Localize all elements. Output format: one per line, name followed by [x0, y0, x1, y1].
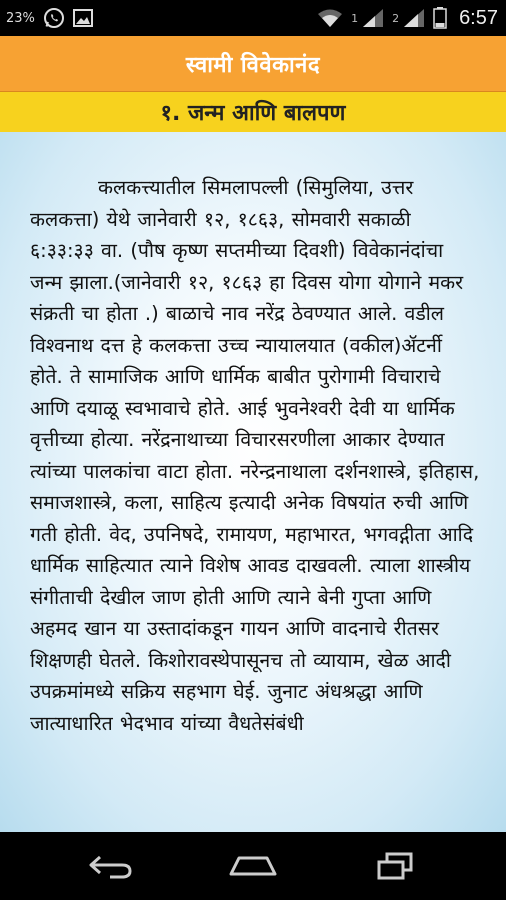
whatsapp-icon	[43, 7, 65, 29]
sim2-label: 2	[392, 11, 400, 25]
home-icon	[227, 854, 279, 878]
app-title: स्वामी विवेकानंद	[185, 52, 321, 78]
home-button[interactable]	[223, 846, 283, 886]
content-scroll-area[interactable]	[0, 132, 506, 832]
recent-apps-icon	[375, 852, 415, 880]
signal-icon	[362, 8, 384, 28]
status-bar	[0, 0, 506, 36]
chapter-paragraph: कलकत्त्यातील सिमलापल्ली (सिमुलिया, उत्तर कलकत्ता) येथे जानेवारी १२, १८६३, सोमवारी सकाळी ६:३३:३३ वा. (पौष कृष्ण सप्तमीच्या दिवशी) विवेकानंदांचा जन्म झाला.(जानेवारी १२, १८६३ हा दिवस योगा योगाने मकर संक्रती चा होता .) बाळाचे नाव नरेंद्र ठेवण्यात आले. वडील विश्वनाथ दत्त हे कलकत्ता उच्च न्यायालयात (वकील)ॲटर्नी होते. ते सामाजिक आणि धार्मिक बाबीत पुरोगामी विचाराचे आणि दयाळू स्वभावाचे होते. आई भुवनेश्वरी देवी या धार्मिक वृत्तीच्या होत्या. नरेंद्रनाथाच्या विचारसरणीला आकार देण्यात त्यांच्या पालकांचा वाटा होता. नरेन्द्रनाथाला दर्शनशास्त्रे, इतिहास, समाजशास्त्रे, कला, साहित्य इत्यादी अनेक विषयांत रुची आणि गती होती. वेद, उपनिषदे, रामायण, महाभारत, भगवद्गीता आदि धार्मिक साहित्यात त्याने विशेष आवड दाखवली. त्याला शास्त्रीय संगीताची देखील जाण होती आणि त्याने बेनी गुप्ता आणि अहमद खान या उस्तादांकडून गायन आणि वादनाचे रीतसर शिक्षणही घेतले. किशोरावस्थेपासूनच तो व्यायाम, खेळ आदी उपक्रमांमध्ये सक्रिय सहभाग घेई. जुनाट अंधश्रद्धा आणि जात्याधारित भेदभाव यांच्या वैधतेसंबंधी	[30, 176, 480, 735]
back-button[interactable]	[81, 846, 141, 886]
battery-icon	[433, 7, 447, 29]
wifi-icon	[317, 8, 343, 28]
status-left	[6, 7, 93, 29]
battery-percent: 23%	[6, 10, 35, 26]
sim1-label: 1	[351, 11, 359, 25]
chapter-header	[0, 92, 506, 132]
status-right	[317, 7, 498, 30]
recent-apps-button[interactable]	[365, 846, 425, 886]
chapter-title: १. जन्म आणि बालपण	[160, 101, 346, 126]
navigation-bar	[0, 832, 506, 900]
signal-icon	[403, 8, 425, 28]
clock-time: 6:57	[459, 6, 498, 29]
back-icon	[88, 853, 134, 879]
app-bar	[0, 36, 506, 92]
image-icon	[73, 9, 93, 27]
